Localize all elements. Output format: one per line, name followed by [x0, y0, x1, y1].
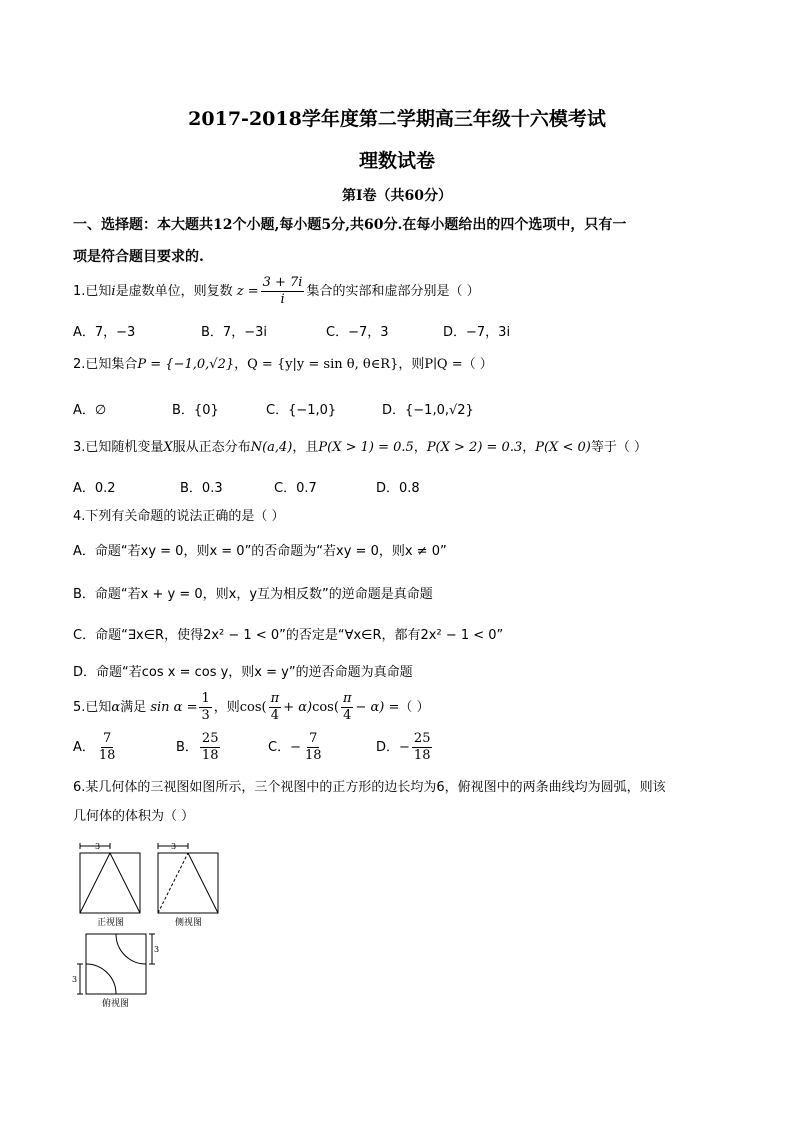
side-view-dim: 3	[171, 842, 177, 851]
side-view	[158, 843, 218, 913]
q1-option-a: A．7，−3	[73, 325, 136, 340]
q1-fraction: $\frac{3 + 7i}{i}$	[262, 275, 303, 307]
front-view-label: 正视图	[97, 918, 125, 928]
q3-option-a: A．0.2	[73, 481, 116, 496]
q5-option-d: D．− $\frac{25}{18}$	[376, 731, 431, 763]
question-3: 3.已知随机变量X服从正态分布N(a,4)，且P(X > 1) = 0.5，P(X > 2) = 0.3，P(X < 0)等于（ ）	[73, 440, 647, 455]
top-view-dim-right: 3	[154, 945, 160, 954]
q5-option-c: C．− $\frac{7}{18}$	[268, 731, 322, 763]
top-view-dim-left: 3	[72, 975, 78, 984]
side-view-label: 侧视图	[175, 918, 203, 928]
q4-option-d: D．命题“若cos x = cos y，则x = y”的逆否命题为真命题	[73, 665, 413, 680]
front-view-dim: 3	[95, 842, 101, 851]
three-views-figure	[70, 840, 230, 1010]
q5-option-b: B． $\frac{25}{18}$	[176, 731, 219, 763]
question-2: 2.已知集合P = {−1,0,√2}，Q = {y|y = sin θ, θ∈R}，则P∣Q =（ ）	[73, 357, 493, 372]
q2-option-c: C．{−1,0}	[266, 403, 337, 418]
question-6-line2: 几何体的体积为（ ）	[73, 809, 195, 824]
part-intro-line2: 项是符合题目要求的.	[73, 249, 204, 265]
q2-option-b: B．{0}	[172, 403, 219, 418]
exam-subtitle: 理数试卷	[358, 150, 435, 172]
front-view	[80, 843, 140, 913]
q1-option-d: D．−7，3i	[443, 325, 511, 340]
q4-option-c: C．命题“∃x∈R，使得2x² − 1 < 0”的否定是“∀x∈R，都有2x² − 1 < 0”	[73, 628, 504, 643]
top-view	[77, 934, 155, 994]
q2-option-a: A．∅	[73, 403, 107, 418]
question-5: 5.已知α满足 sin α = $\frac{1}{3}$ ，则cos( $\frac{\pi}{4}$ + α)cos( $\frac{\pi}{4}$ − α) =（ ）	[73, 691, 430, 723]
q3-option-c: C．0.7	[274, 481, 317, 496]
part-intro-line1: 一、选择题：本大题共12个小题,每小题5分,共60分.在每小题给出的四个选项中，只有一	[73, 217, 627, 233]
q3-option-b: B．0.3	[180, 481, 223, 496]
q2-option-d: D．{−1,0,√2}	[382, 403, 474, 418]
q1-option-c: C．−7，3	[326, 325, 389, 340]
q4-option-a: A．命题“若xy = 0，则x = 0”的否命题为“若xy = 0，则x ≠ 0”	[73, 544, 447, 559]
question-1: 1.已知i是虚数单位，则复数 z = $\frac{3 + 7i}{i}$ 集合的实部和虚部分别是（ ）	[73, 275, 480, 307]
top-view-label: 俯视图	[102, 999, 130, 1009]
q3-option-d: D．0.8	[376, 481, 420, 496]
q4-option-b: B．命题“若x + y = 0，则x，y互为相反数”的逆命题是真命题	[73, 587, 433, 602]
question-6-line1: 6.某几何体的三视图如图所示，三个视图中的正方形的边长均为6，俯视图中的两条曲线均为圆弧，则该	[73, 780, 666, 795]
q1-option-b: B．7，−3i	[201, 325, 267, 340]
question-4: 4.下列有关命题的说法正确的是（ ）	[73, 509, 285, 524]
exam-title: 2017-2018学年度第二学期高三年级十六模考试	[188, 108, 606, 130]
section-heading: 第Ⅰ卷（共60分）	[341, 188, 453, 204]
q5-option-a: A． $\frac{7}{18}$	[73, 731, 116, 763]
